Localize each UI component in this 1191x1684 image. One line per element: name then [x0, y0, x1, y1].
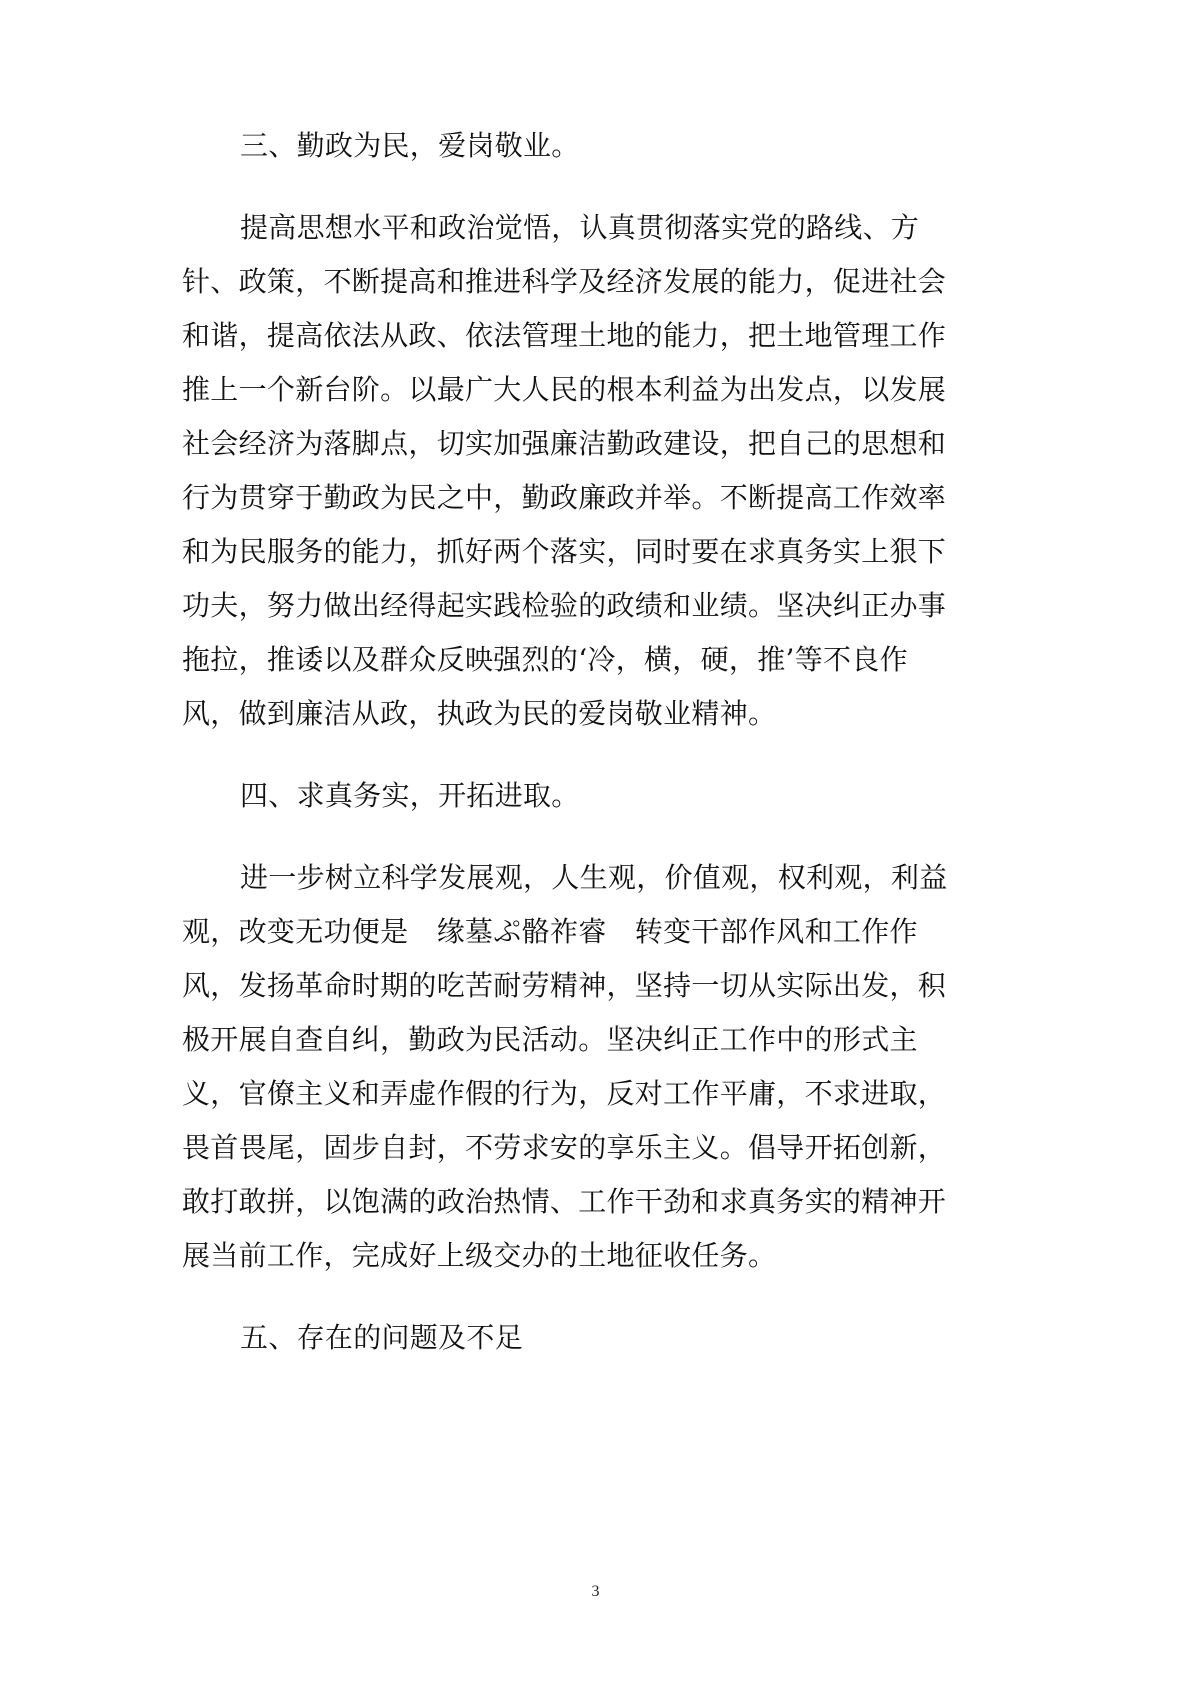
paragraph-line: 风，发扬革命时期的吃苦耐劳精神，坚持一切从实际出发，积: [182, 969, 947, 1002]
section-heading-5: 五、存在的问题及不足: [240, 1321, 524, 1354]
paragraph-line: 推上一个新台阶。以最广大人民的根本利益为出发点，以发展: [182, 373, 947, 406]
paragraph-line: 针、政策，不断提高和推进科学及经济发展的能力，促进社会: [182, 265, 947, 298]
paragraph-line: 进一步树立科学发展观，人生观，价值观，权利观，利益: [240, 861, 948, 894]
paragraph-line: 观，改变无功便是 缘墓ぷ骼祚睿 转变干部作风和工作作: [182, 915, 918, 948]
paragraph-line: 社会经济为落脚点，切实加强廉洁勤政建设，把自己的思想和: [182, 427, 947, 460]
paragraph-line: 行为贯穿于勤政为民之中，勤政廉政并举。不断提高工作效率: [182, 481, 947, 514]
section-heading-4: 四、求真务实，开拓进取。: [240, 779, 580, 812]
paragraph-line: 敢打敢拼，以饱满的政治热情、工作干劲和求真务实的精神开: [182, 1185, 947, 1218]
page-number: 3: [591, 1583, 600, 1600]
paragraph-line: 义，官僚主义和弄虚作假的行为，反对工作平庸，不求进取，: [182, 1077, 947, 1110]
paragraph-line: 提高思想水平和政治觉悟，认真贯彻落实党的路线、方: [240, 211, 920, 244]
paragraph-line: 风，做到廉洁从政，执政为民的爱岗敬业精神。: [182, 697, 777, 730]
paragraph-line: 展当前工作，完成好上级交办的土地征收任务。: [182, 1239, 777, 1272]
paragraph-line: 和谐，提高依法从政、依法管理土地的能力，把土地管理工作: [182, 319, 947, 352]
section-heading-3: 三、勤政为民，爱岗敬业。: [240, 129, 580, 162]
paragraph-line: 畏首畏尾，固步自封，不劳求安的享乐主义。倡导开拓创新，: [182, 1131, 947, 1164]
paragraph-line: 拖拉，推诿以及群众反映强烈的‘冷，横，硬，推’等不良作: [182, 643, 908, 676]
paragraph-line: 和为民服务的能力，抓好两个落实，同时要在求真务实上狠下: [182, 535, 947, 568]
paragraph-line: 极开展自查自纠，勤政为民活动。坚决纠正工作中的形式主: [182, 1023, 918, 1056]
paragraph-line: 功夫，努力做出经得起实践检验的政绩和业绩。坚决纠正办事: [182, 589, 947, 622]
